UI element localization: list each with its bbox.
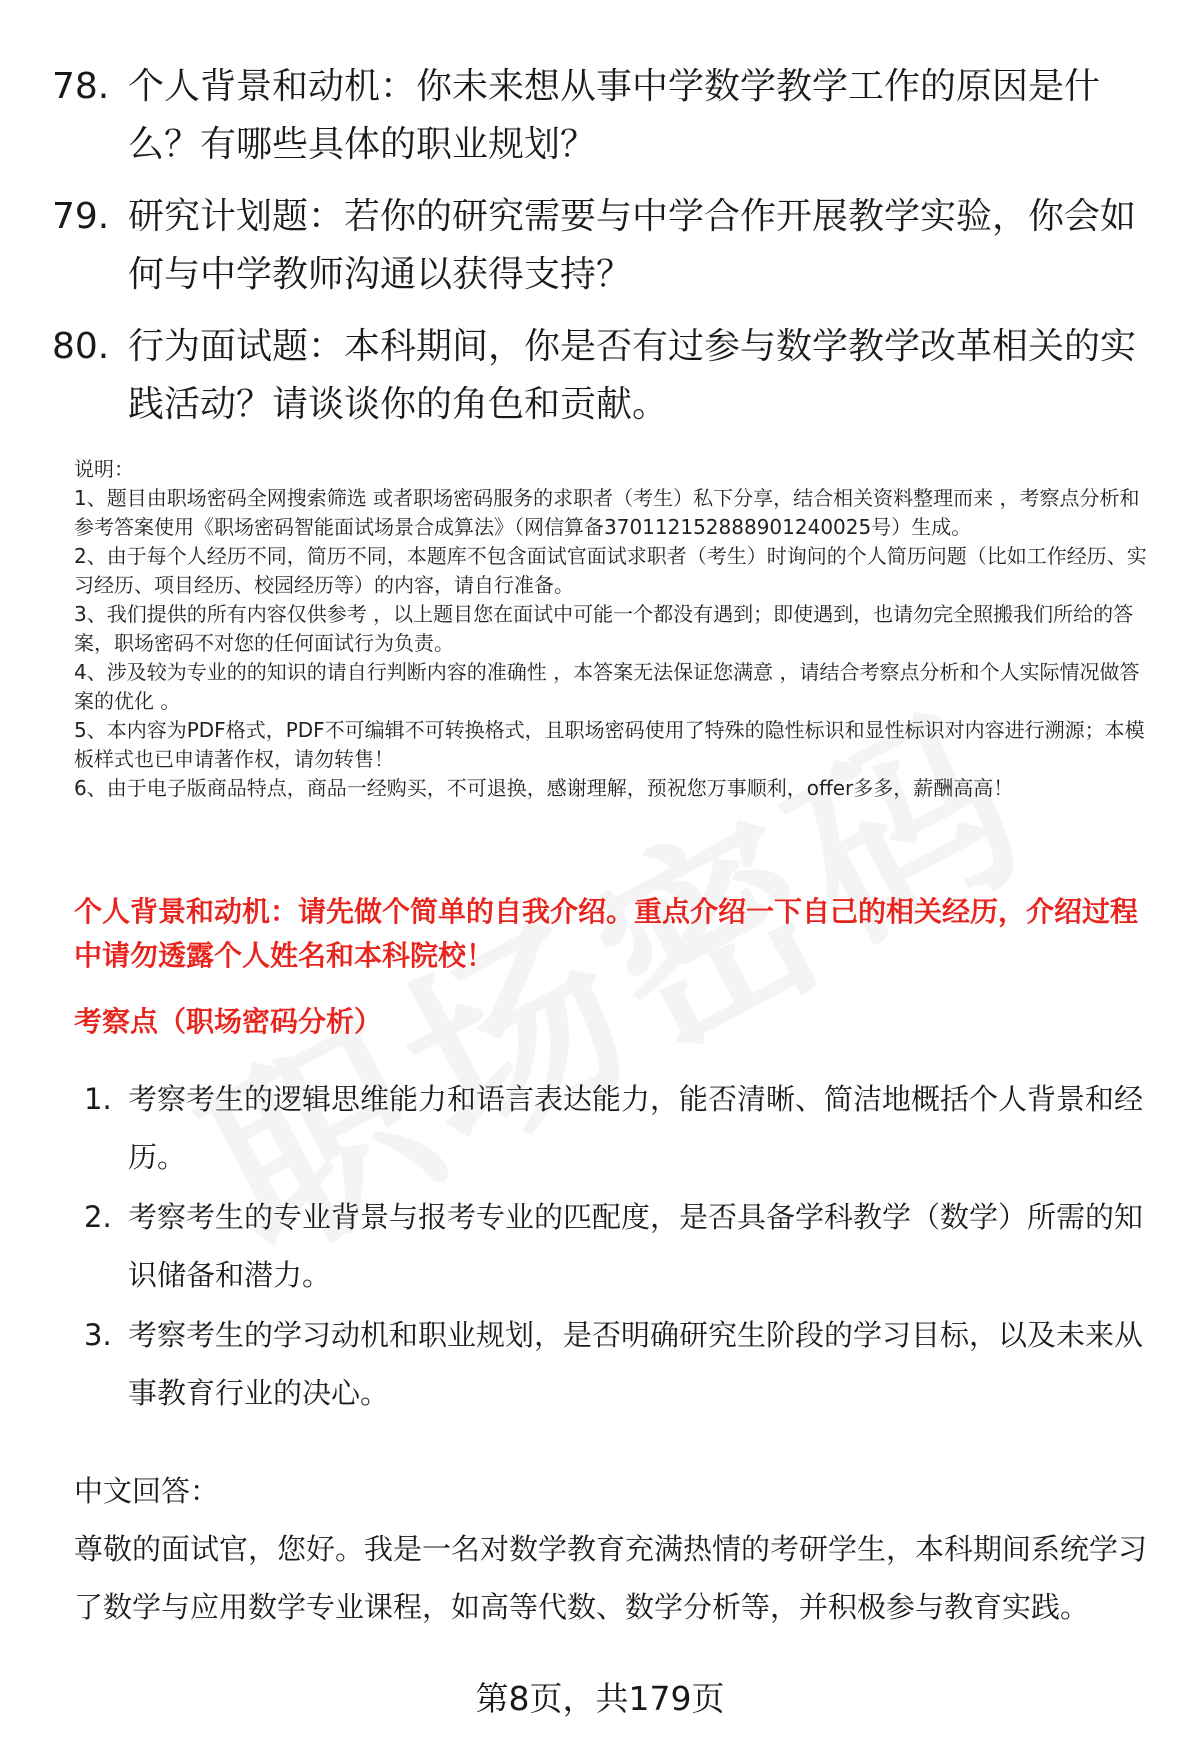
question-text: 行为面试题：本科期间，你是否有过参与数学教学改革相关的实践活动？请谈谈你的角色和贡献。 [128, 326, 1137, 425]
page-footer: 第8页，共179页 [475, 1679, 725, 1718]
question-text: 研究计划题：若你的研究需要与中学合作开展教学实验，你会如何与中学教师沟通以获得支持？ [128, 196, 1137, 295]
point-number: 1. [84, 1082, 112, 1116]
question-item [52, 188, 1142, 304]
question-list [52, 58, 1142, 448]
analysis-points [84, 1070, 1144, 1424]
question-number: 80. [52, 326, 110, 367]
question-text: 个人背景和动机：你未来想从事中学数学教学工作的原因是什么？有哪些具体的职业规划？ [128, 66, 1101, 165]
question-number: 79. [52, 196, 110, 237]
question-item [52, 318, 1142, 434]
analysis-point [84, 1188, 1144, 1304]
note-item: 6、由于电子版商品特点，商品一经购买，不可退换，感谢理解，预祝您万事顺利，offer多多，薪酬高高！ [74, 776, 1014, 800]
point-text: 考察考生的逻辑思维能力和语言表达能力，能否清晰、简洁地概括个人背景和经历。 [128, 1082, 1144, 1174]
analysis-point [84, 1306, 1144, 1422]
question-number: 78. [52, 66, 110, 107]
notes-title: 说明： [74, 457, 134, 481]
point-text: 考察考生的专业背景与报考专业的匹配度，是否具备学科教学（数学）所需的知识储备和潜力。 [128, 1200, 1144, 1292]
note-item: 3、我们提供的所有内容仅供参考 ，以上题目您在面试中可能一个都没有遇到；即使遇到，也请勿完全照搬我们所给的答案，职场密码不对您的任何面试行为负责。 [74, 602, 1134, 655]
note-item: 2、由于每个人经历不同，简历不同，本题库不包含面试官面试求职者（考生）时询问的个人简历问题（比如工作经历、实习经历、项目经历、校园经历等）的内容，请自行准备。 [74, 544, 1147, 597]
point-number: 3. [84, 1318, 112, 1352]
highlighted-question: 个人背景和动机：请先做个简单的自我介绍。重点介绍一下自己的相关经历，介绍过程中请勿透露个人姓名和本科院校！ [74, 895, 1139, 972]
note-item: 5、本内容为PDF格式，PDF不可编辑不可转换格式，且职场密码使用了特殊的隐性标识和显性标识对内容进行溯源；本模板样式也已申请著作权，请勿转售！ [74, 718, 1145, 771]
point-number: 2. [84, 1200, 112, 1234]
answer-body: 尊敬的面试官，您好。我是一名对数学教育充满热情的考研学生，本科期间系统学习了数学与应用数学专业课程，如高等代数、数学分析等，并积极参与教育实践。 [74, 1532, 1148, 1624]
question-item [52, 58, 1142, 174]
notes-section [74, 455, 1154, 803]
analysis-heading: 考察点（职场密码分析） [74, 1005, 383, 1038]
note-item: 4、涉及较为专业的的知识的请自行判断内容的准确性 ，本答案无法保证您满意 ，请结合考察点分析和个人实际情况做答案的优化 。 [74, 660, 1140, 713]
point-text: 考察考生的学习动机和职业规划，是否明确研究生阶段的学习目标，以及未来从事教育行业的决心。 [128, 1318, 1144, 1410]
analysis-point [84, 1070, 1144, 1186]
answer-heading: 中文回答： [74, 1474, 220, 1508]
note-item: 1、题目由职场密码全网搜索筛选 或者职场密码服务的求职者（考生）私下分享，结合相关资料整理而来 ，考察点分析和参考答案使用《职场密码智能面试场景合成算法》（网信算备370112152888901240025号）生成。 [74, 486, 1140, 539]
